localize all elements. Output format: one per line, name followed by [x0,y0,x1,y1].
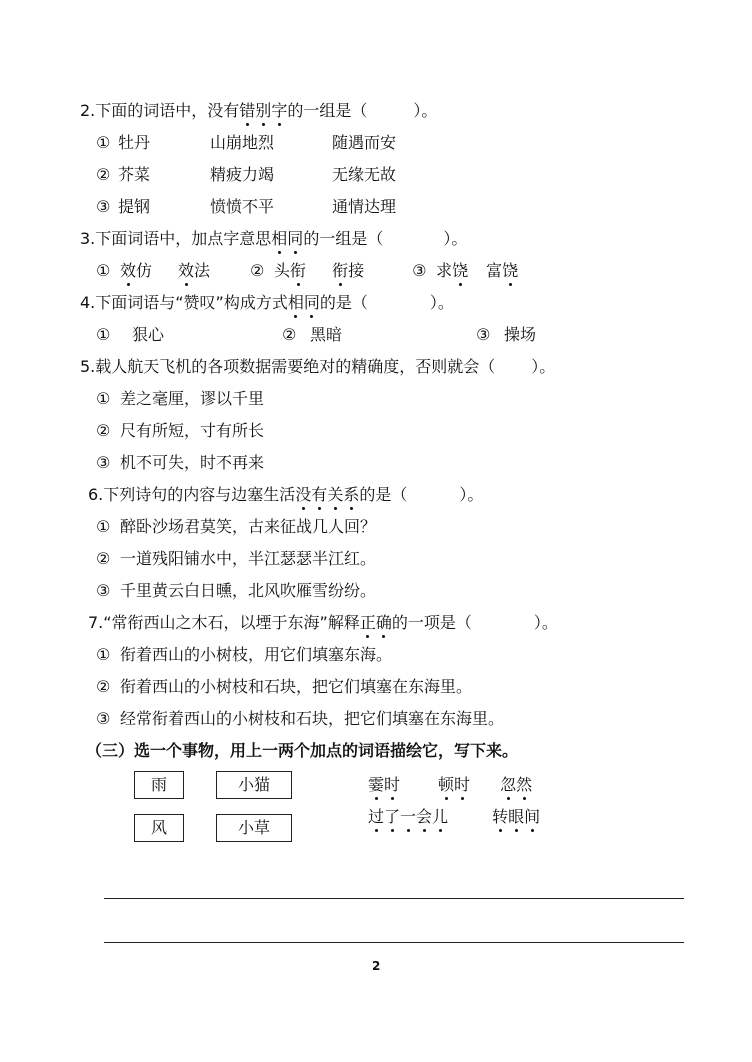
q5-option-3 [96,453,264,473]
q2-dotted-char: 字 [271,101,288,120]
option-char: 接 [348,261,365,280]
dotted-char: 间 [524,807,541,826]
q6-dotted-char: 没 [295,485,312,504]
q5-text: 5.载人航天飞机的各项数据需要绝对的精确度，否则就会（ [80,357,496,376]
q5-option-1 [96,389,264,409]
option-word: 芥菜 [118,165,151,184]
q7-option-2 [96,677,472,697]
option-mark: ① [96,645,111,664]
dotted-char: 效 [120,261,137,280]
option-char: 头 [274,261,291,280]
option-text: 一道残阳铺水中，半江瑟瑟半江红。 [120,549,377,568]
option-word: 牡丹 [118,133,151,152]
q2-text: ）。 [413,101,438,120]
dotted-char: 霎 [368,775,385,794]
question-2-stem [80,101,437,121]
option-word: 通情达理 [332,197,397,216]
dotted-char: 儿 [432,807,449,826]
q6-option-1 [96,517,376,537]
option-mark: ② [282,325,297,344]
q2-option-2 [96,165,396,185]
option-mark: ③ [96,197,111,216]
part-3-title: （三）选一个事物，用上一两个加点的词语描绘它，写下来。 [86,741,519,760]
q3-dotted-char: 相 [271,229,288,248]
q3-text: 的一组是（ [303,229,384,248]
dotted-char: 转 [492,807,509,826]
option-text: 衔着西山的小树枝和石块，把它们填塞在东海里。 [120,677,473,696]
dotted-char: 过 [368,807,385,826]
dotted-char: 然 [516,775,533,794]
q5-option-2 [96,421,264,441]
option-word: 随遇而安 [332,133,397,152]
option-text: 醉卧沙场君莫笑，古来征战几人回？ [120,517,377,536]
dotted-word-row-2 [368,807,540,827]
q7-dotted-char: 确 [375,613,392,632]
option-mark: ① [96,389,111,408]
dotted-char: 时 [384,775,401,794]
dotted-char: 时 [454,775,471,794]
q7-option-1 [96,645,392,665]
dotted-char: 会 [416,807,433,826]
option-text: 衔着西山的小树枝，用它们填塞东海。 [120,645,393,664]
option-mark: ① [96,261,111,280]
option-word: 精疲力竭 [210,165,275,184]
q3-dotted-char: 同 [287,229,304,248]
option-char: 求 [436,261,453,280]
option-char: 仿 [136,261,153,280]
option-mark: ① [96,133,111,152]
option-word: 愤愤不平 [210,197,275,216]
option-mark: ② [96,165,111,184]
q7-text: 的一项是（ [391,613,472,632]
q6-option-3 [96,581,376,601]
option-mark: ② [96,549,111,568]
option-word: 狠心 [132,325,165,344]
q4-text: 4.下面词语与“赞叹”构成方式 [80,293,288,312]
dotted-char: 饶 [502,261,519,280]
option-mark: ① [96,325,111,344]
option-char: 法 [194,261,211,280]
option-char: 富 [486,261,503,280]
question-3-stem [80,229,467,249]
page-number: 2 [372,959,381,973]
dotted-char: 了 [384,807,401,826]
q7-dotted-char: 正 [359,613,376,632]
subject-box-kitten: 小猫 [216,771,292,799]
q3-options [96,261,518,281]
question-5-stem [80,357,555,377]
q4-options [96,325,536,345]
option-text: 差之毫厘，谬以千里 [120,389,265,408]
q2-text: 2.下面的词语中，没有 [80,101,240,120]
q4-dotted-char: 相 [287,293,304,312]
q4-text: 的是（ [319,293,368,312]
option-mark: ① [96,517,111,536]
option-text: 千里黄云白日曛，北风吹雁雪纷纷。 [120,581,377,600]
option-mark: ③ [412,261,427,280]
q2-option-1 [96,133,396,153]
subject-box-rain: 雨 [134,771,184,799]
q4-dotted-char: 同 [303,293,320,312]
subject-box-grass: 小草 [216,814,292,842]
option-text: 尺有所短，寸有所长 [120,421,265,440]
q6-dotted-char: 有 [311,485,328,504]
dotted-char: 一 [400,807,417,826]
q3-text: ）。 [443,229,468,248]
dotted-char: 衔 [290,261,307,280]
q5-text: ）。 [531,357,556,376]
option-mark: ③ [476,325,491,344]
dotted-char: 眼 [508,807,525,826]
q4-text: ）。 [429,293,454,312]
option-mark: ② [250,261,265,280]
dotted-word-row-1 [368,775,532,795]
q6-text: 6.下列诗句的内容与边塞生活 [88,485,296,504]
q7-option-3 [96,709,504,729]
option-word: 操场 [504,325,537,344]
option-mark: ③ [96,709,111,728]
q6-text: ）。 [459,485,484,504]
q3-text: 3.下面词语中，加点字意思 [80,229,272,248]
q2-option-3 [96,197,396,217]
q6-option-2 [96,549,376,569]
dotted-char: 顿 [438,775,455,794]
q6-dotted-char: 关 [327,485,344,504]
dotted-char: 衔 [332,261,349,280]
writing-line-2[interactable] [104,942,684,943]
option-word: 无缘无故 [332,165,397,184]
q2-dotted-char: 别 [255,101,272,120]
question-7-stem [88,613,558,633]
option-word: 山崩地烈 [210,133,275,152]
q6-dotted-char: 系 [343,485,360,504]
writing-line-1[interactable] [104,898,684,899]
q7-text: 7.“常衔西山之木石，以堙于东海”解释 [88,613,360,632]
question-6-stem [88,485,483,505]
option-mark: ③ [96,453,111,472]
q2-text: 的一组是（ [287,101,368,120]
dotted-char: 效 [178,261,195,280]
option-word: 提钢 [118,197,151,216]
q2-dotted-char: 错 [239,101,256,120]
option-mark: ② [96,677,111,696]
dotted-char: 饶 [452,261,469,280]
dotted-char: 忽 [500,775,517,794]
q6-text: 的是（ [359,485,408,504]
option-mark: ③ [96,581,111,600]
q7-text: ）。 [533,613,558,632]
subject-box-wind: 风 [134,814,184,842]
question-4-stem [80,293,454,313]
option-text: 机不可失，时不再来 [120,453,265,472]
option-word: 黑暗 [310,325,343,344]
option-text: 经常衔着西山的小树枝和石块，把它们填塞在东海里。 [120,709,505,728]
option-mark: ② [96,421,111,440]
